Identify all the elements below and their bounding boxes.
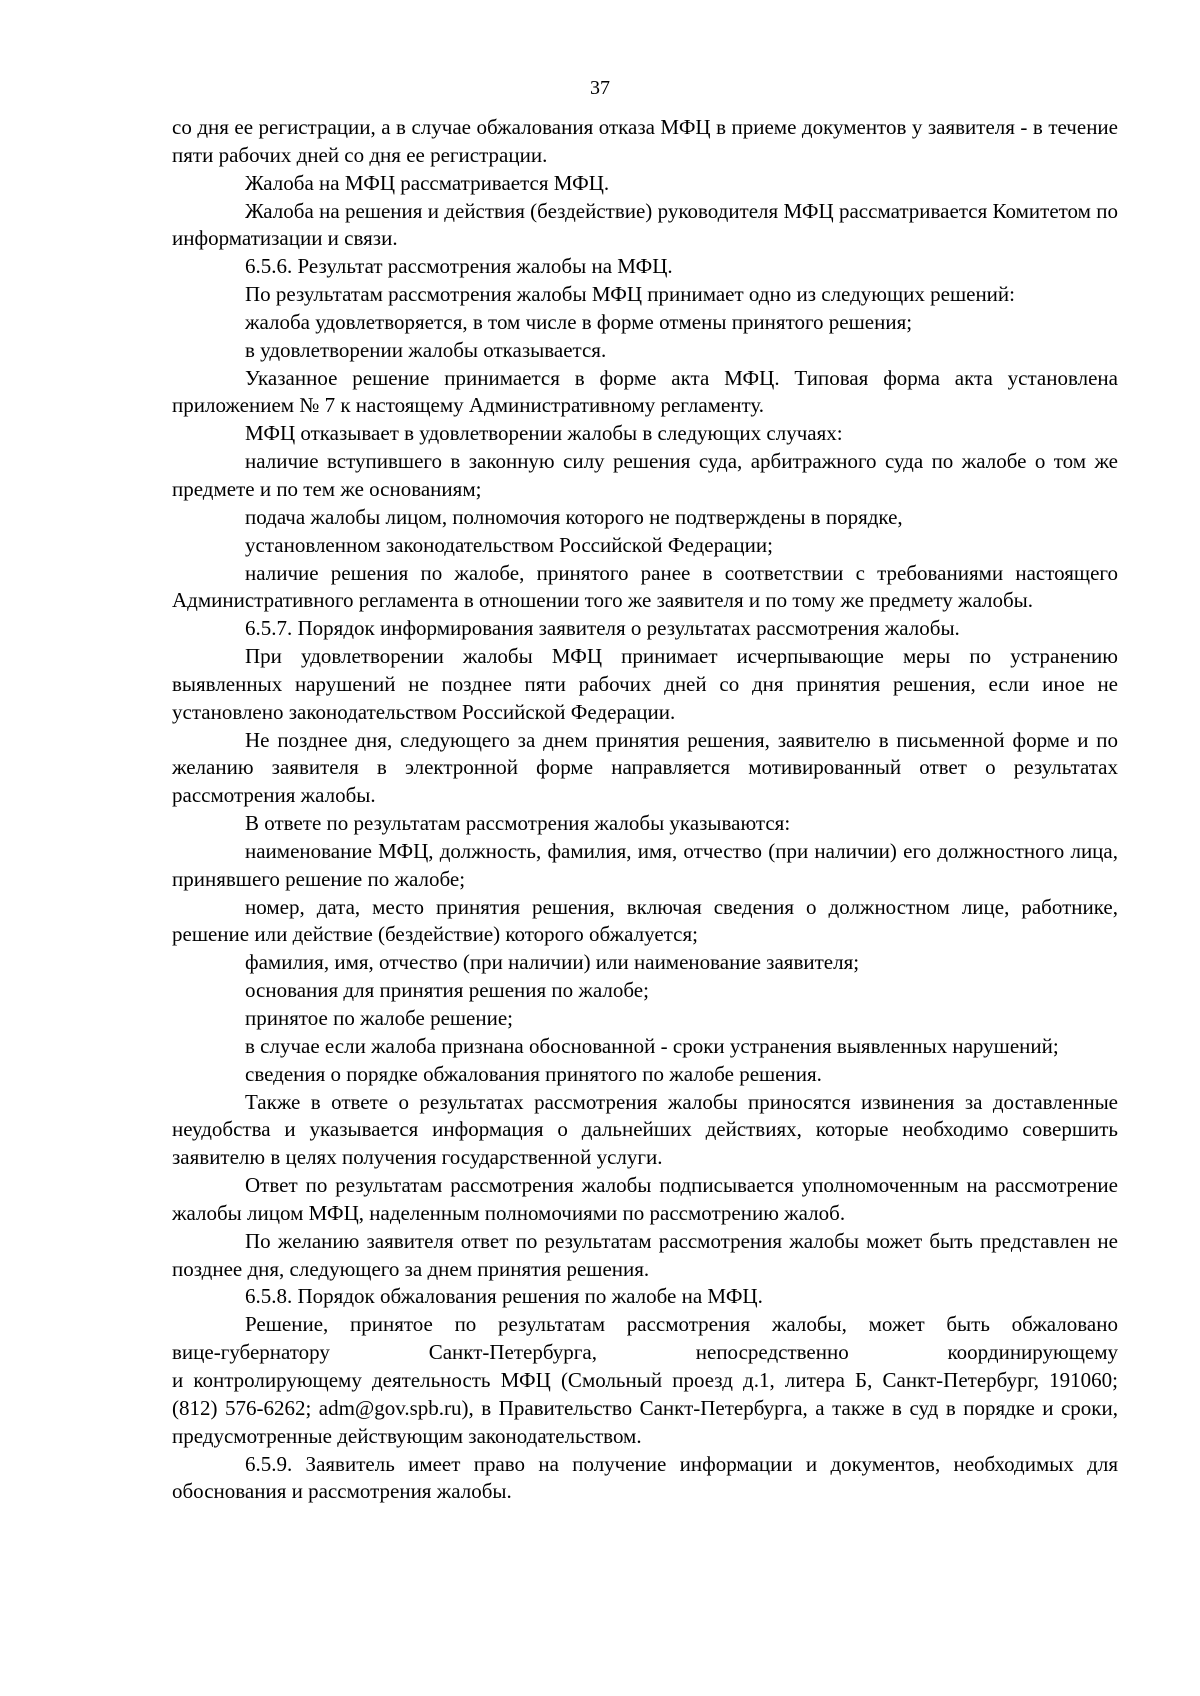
paragraph: Ответ по результатам рассмотрения жалобы подписывается уполномоченным на рассмотрение жалобы лицом МФЦ, наделенным полномочиями по рассмотрению жалоб.	[172, 1173, 1118, 1225]
list-item: основания для принятия решения по жалобе;	[245, 978, 649, 1003]
list-item: принятое по жалобе решение;	[245, 1006, 514, 1030]
list-item: номер, дата, место принятия решения, включая сведения о должностном лице, работнике, решение или действие (бездействие) которого обжалуется;	[172, 894, 1118, 947]
list-item: фамилия, имя, отчество (при наличии) или наименование заявителя;	[245, 950, 860, 975]
section-heading: 6.5.6. Результат рассмотрения жалобы на МФЦ.	[245, 254, 673, 279]
paragraph: Жалоба на МФЦ рассматривается МФЦ.	[245, 170, 610, 195]
list-item: в случае если жалоба признана обоснованной - сроки устранения выявленных нарушений;	[245, 1033, 1059, 1058]
paragraph: Жалоба на решения и действия (бездействие) руководителя МФЦ рассматривается Комитетом по информатизации и связи.	[172, 198, 1118, 251]
list-item: подача жалобы лицом, полномочия которого не подтверждены в порядке,	[245, 504, 903, 529]
paragraph: В ответе по результатам рассмотрения жалобы указываются:	[245, 811, 791, 836]
paragraph: По желанию заявителя ответ по результатам рассмотрения жалобы может быть представлен не позднее дня, следующего за днем принятия решения.	[172, 1228, 1118, 1281]
paragraph: Не позднее дня, следующего за днем принятия решения, заявителю в письменной форме и по желанию заявителя в электронной форме направляется мотивированный ответ о результатах рассмотрения жалобы.	[172, 727, 1118, 808]
paragraph: и контролирующему деятельность МФЦ (Смольный проезд д.1, литера Б, Санкт-Петербург, 191060; (812) 576-6262; adm@gov.spb.ru), в Правительство Санкт-Петербурга, а также в суд в порядке и сроки, предусмотренные действующим законодательством.	[172, 1367, 1118, 1448]
list-item: в удовлетворении жалобы отказывается.	[245, 337, 607, 362]
list-item: установленном законодательством Российской Федерации;	[245, 532, 773, 557]
list-item: наличие решения по жалобе, принятого ранее в соответствии с требованиями настоящего Административного регламента в отношении того же заявителя и по тому же предмету жалобы.	[172, 560, 1118, 613]
document-body	[172, 114, 1118, 1506]
list-item: сведения о порядке обжалования принятого по жалобе решения.	[245, 1061, 822, 1086]
section-heading: 6.5.8. Порядок обжалования решения по жалобе на МФЦ.	[245, 1284, 763, 1309]
paragraph: Указанное решение принимается в форме акта МФЦ. Типовая форма акта установлена приложением № 7 к настоящему Административному регламенту.	[172, 365, 1118, 418]
section-heading: 6.5.7. Порядок информирования заявителя о результатах рассмотрения жалобы.	[245, 616, 960, 641]
list-item: жалоба удовлетворяется, в том числе в форме отмены принятого решения;	[245, 309, 913, 334]
paragraph: вице-губернатору Санкт-Петербурга, непосредственно координирующему	[172, 1340, 1118, 1365]
page-number: 37	[590, 77, 610, 99]
paragraph: По результатам рассмотрения жалобы МФЦ принимает одно из следующих решений:	[245, 282, 1015, 307]
list-item: наименование МФЦ, должность, фамилия, имя, отчество (при наличии) его должностного лица, принявшего решение по жалобе;	[172, 838, 1118, 891]
paragraph: При удовлетворении жалобы МФЦ принимает исчерпывающие меры по устранению выявленных нарушений не позднее пяти рабочих дней со дня принятия решения, если иное не установлено законодательством Российской Федерации.	[172, 644, 1118, 724]
section-heading: 6.5.9. Заявитель имеет право на получение информации и документов, необходимых для обоснования и рассмотрения жалобы.	[172, 1451, 1118, 1504]
paragraph: МФЦ отказывает в удовлетворении жалобы в следующих случаях:	[245, 421, 843, 446]
paragraph: со дня ее регистрации, а в случае обжалования отказа МФЦ в приеме документов у заявителя - в течение пяти рабочих дней со дня ее регистрации.	[172, 115, 1118, 167]
paragraph: Также в ответе о результатах рассмотрения жалобы приносятся извинения за доставленные неудобства и указывается информация о дальнейших действиях, которые необходимо совершить заявителю в целях получения государственной услуги.	[172, 1089, 1118, 1170]
paragraph: Решение, принятое по результатам рассмотрения жалобы, может быть обжаловано	[245, 1312, 1118, 1337]
list-item: наличие вступившего в законную силу решения суда, арбитражного суда по жалобе о том же предмете и по тем же основаниям;	[172, 449, 1118, 501]
